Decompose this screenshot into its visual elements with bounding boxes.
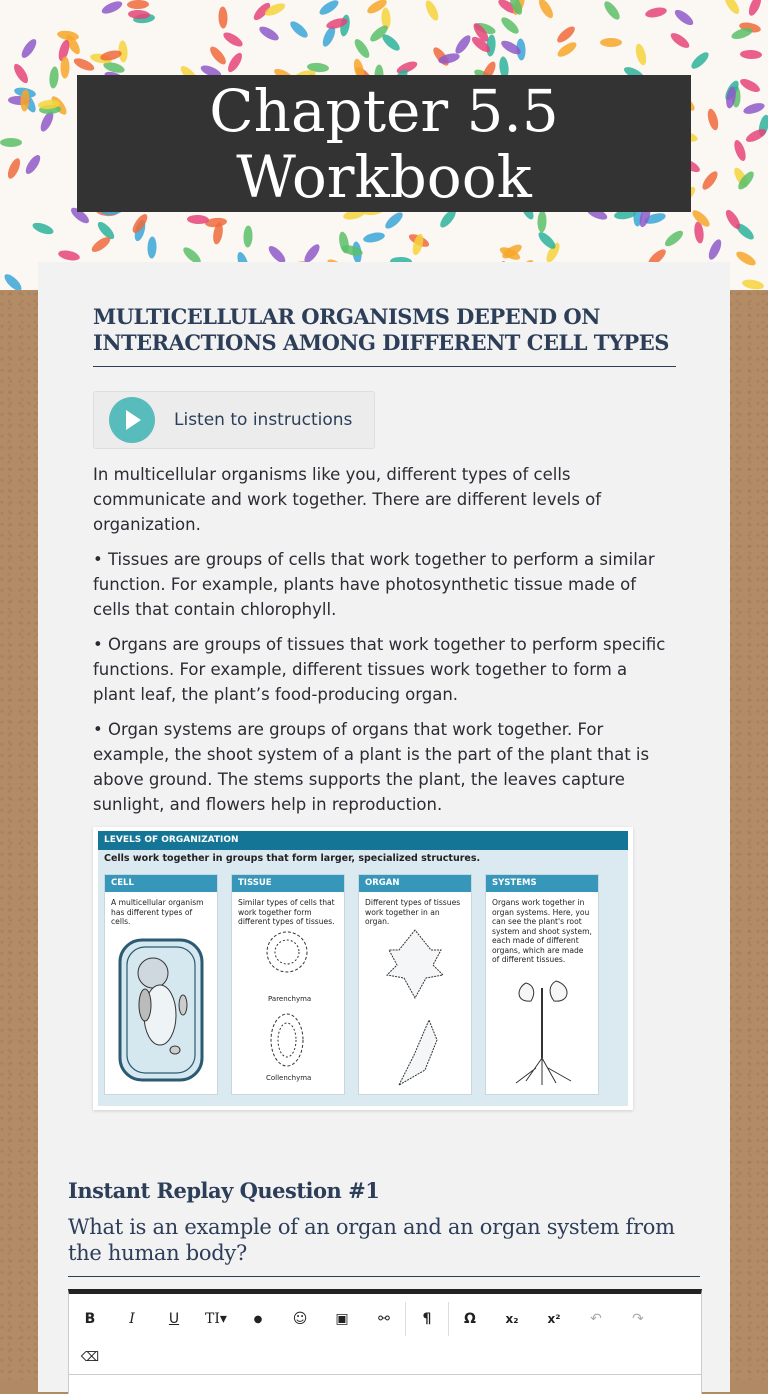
plant-illustration <box>486 973 598 1093</box>
image-icon[interactable]: ▣ <box>335 1311 349 1327</box>
decorative-leaf <box>741 278 764 290</box>
italic-button[interactable]: I <box>129 1311 135 1327</box>
decorative-leaf <box>738 76 762 94</box>
figure-subtitle: Cells work together in groups that form larger, specialized structures. <box>104 853 481 864</box>
emoji-icon[interactable]: ☺ <box>292 1311 308 1327</box>
panel-text: Organs work together in organ systems. Here, you can see the plant's root system and shoot system, each made of different organs, which are made of different tissues. <box>492 898 592 964</box>
decorative-leaf <box>100 0 124 16</box>
decorative-leaf <box>218 6 228 28</box>
panel-systems <box>485 874 599 1095</box>
panel-header: ORGAN <box>359 875 471 892</box>
answer-editor[interactable] <box>68 1289 702 1394</box>
decorative-leaf <box>0 138 22 147</box>
decorative-leaf <box>187 215 209 225</box>
title-line-2: Workbook <box>236 142 532 211</box>
decorative-leaf <box>11 62 30 85</box>
decorative-leaf <box>362 231 385 244</box>
panel-text: Different types of tissues work together in an organ. <box>365 898 461 926</box>
underline-button[interactable]: U <box>168 1311 180 1327</box>
decorative-leaf <box>740 50 762 60</box>
panel-text: A multicellular organism has different types of cells. <box>111 898 204 926</box>
decorative-leaf <box>600 38 622 47</box>
decorative-leaf <box>723 208 743 231</box>
decorative-leaf <box>706 238 723 262</box>
listen-label: Listen to instructions <box>174 410 353 430</box>
decorative-leaf <box>602 0 623 22</box>
paragraph: • Organs are groups of tissues that work together to perform specific functions. For example, different tissues work together to form a plant leaf, the plant’s food-producing organ. <box>93 635 666 704</box>
decorative-leaf <box>243 225 253 247</box>
decorative-leaf <box>257 24 280 43</box>
decorative-leaf <box>722 0 742 16</box>
paragraph: In multicellular organisms like you, different types of cells communicate and work together. There are different levels of organization. <box>93 465 602 534</box>
listen-button[interactable] <box>93 391 375 449</box>
link-icon[interactable]: ⚯ <box>378 1311 390 1327</box>
decorative-leaf <box>147 236 157 258</box>
decorative-leaf <box>31 221 55 237</box>
decorative-leaf <box>49 66 60 89</box>
decorative-leaf <box>352 37 372 60</box>
title-line-1: Chapter 5.5 <box>209 76 559 145</box>
tissue-label: Collenchyma <box>266 1074 312 1082</box>
decorative-leaf <box>668 30 691 50</box>
redo-icon[interactable]: ↷ <box>632 1311 644 1327</box>
decorative-leaf <box>221 30 244 49</box>
decorative-leaf <box>19 37 39 60</box>
decorative-leaf <box>644 6 667 19</box>
decorative-leaf <box>536 230 558 252</box>
editor-toolbar-row-2 <box>69 1338 111 1376</box>
decorative-leaf <box>536 0 555 20</box>
decorative-leaf <box>225 51 244 74</box>
paragraph: • Organ systems are groups of organs that work together. For example, the shoot system of a plant is the part of the plant that is above ground. The stems supports the plant, the leaves capture sunlight, and flowers help in reproduction. <box>93 720 650 814</box>
decorative-leaf <box>57 249 80 262</box>
undo-icon[interactable]: ↶ <box>590 1311 602 1327</box>
superscript-button[interactable]: x² <box>547 1312 561 1326</box>
decorative-leaf <box>663 228 686 249</box>
panel-header: CELL <box>105 875 217 892</box>
decorative-leaf <box>23 153 43 176</box>
decorative-leaf <box>2 272 24 290</box>
levels-of-organization-image <box>93 827 633 1110</box>
decorative-leaf <box>732 139 748 163</box>
text-size-dropdown[interactable]: TI▾ <box>205 1311 227 1327</box>
question-text: What is an example of an organ and an organ system from the human body? <box>68 1214 700 1277</box>
panel-text: Similar types of cells that work together form different types of tissues. <box>238 898 335 926</box>
decorative-leaf <box>634 43 648 67</box>
decorative-leaf <box>744 126 768 144</box>
decorative-leaf <box>742 101 766 116</box>
panel-organ <box>358 874 472 1095</box>
decorative-leaf <box>423 0 441 22</box>
decorative-leaf <box>746 0 763 17</box>
figure-title: LEVELS OF ORGANIZATION <box>98 831 628 850</box>
decorative-leaf <box>706 108 720 132</box>
special-character-icon[interactable]: Ω <box>464 1311 476 1327</box>
decorative-leaf <box>673 7 696 27</box>
decorative-leaf <box>689 50 711 72</box>
decorative-leaf <box>383 210 405 231</box>
play-icon <box>109 397 155 443</box>
decorative-leaf <box>734 249 757 268</box>
instructions-text <box>93 462 673 827</box>
text-color-icon[interactable]: ● <box>253 1313 263 1325</box>
question-title: Instant Replay Question #1 <box>68 1178 380 1203</box>
decorative-leaf <box>288 19 310 40</box>
decorative-leaf <box>56 29 79 41</box>
panel-header: TISSUE <box>232 875 344 892</box>
editor-toolbar <box>69 1300 659 1338</box>
decorative-leaf <box>127 0 149 9</box>
bold-button[interactable]: B <box>84 1311 96 1327</box>
editor-divider <box>69 1374 701 1375</box>
plant-cell-illustration <box>105 925 217 1095</box>
panel-tissue <box>231 874 345 1095</box>
decorative-leaf <box>499 15 521 36</box>
decorative-leaf <box>5 157 22 181</box>
subscript-button[interactable]: x₂ <box>505 1312 519 1326</box>
decorative-leaf <box>700 169 720 192</box>
decorative-leaf <box>128 9 150 19</box>
tissue-label: Parenchyma <box>268 995 312 1003</box>
panel-cell <box>104 874 218 1095</box>
decorative-leaf <box>730 26 754 42</box>
paragraph: • Tissues are groups of cells that work together to perform a similar function. For example, plants have photosynthetic tissue made of cells that contain chlorophyll. <box>93 550 655 619</box>
decorative-leaf <box>60 56 69 78</box>
paragraph-direction-icon[interactable]: ¶ <box>422 1311 432 1327</box>
panel-header: SYSTEMS <box>486 875 598 892</box>
page-title <box>77 75 691 212</box>
leaf-illustration <box>359 920 471 1090</box>
decorative-leaf <box>207 44 228 67</box>
section-heading: MULTICELLULAR ORGANISMS DEPEND ON INTERACTIONS AMONG DIFFERENT CELL TYPES <box>93 304 676 367</box>
decorative-leaf <box>537 210 547 232</box>
decorative-leaf <box>89 234 112 254</box>
decorative-leaf <box>317 0 340 17</box>
eraser-icon[interactable]: ⌫ <box>80 1349 100 1365</box>
